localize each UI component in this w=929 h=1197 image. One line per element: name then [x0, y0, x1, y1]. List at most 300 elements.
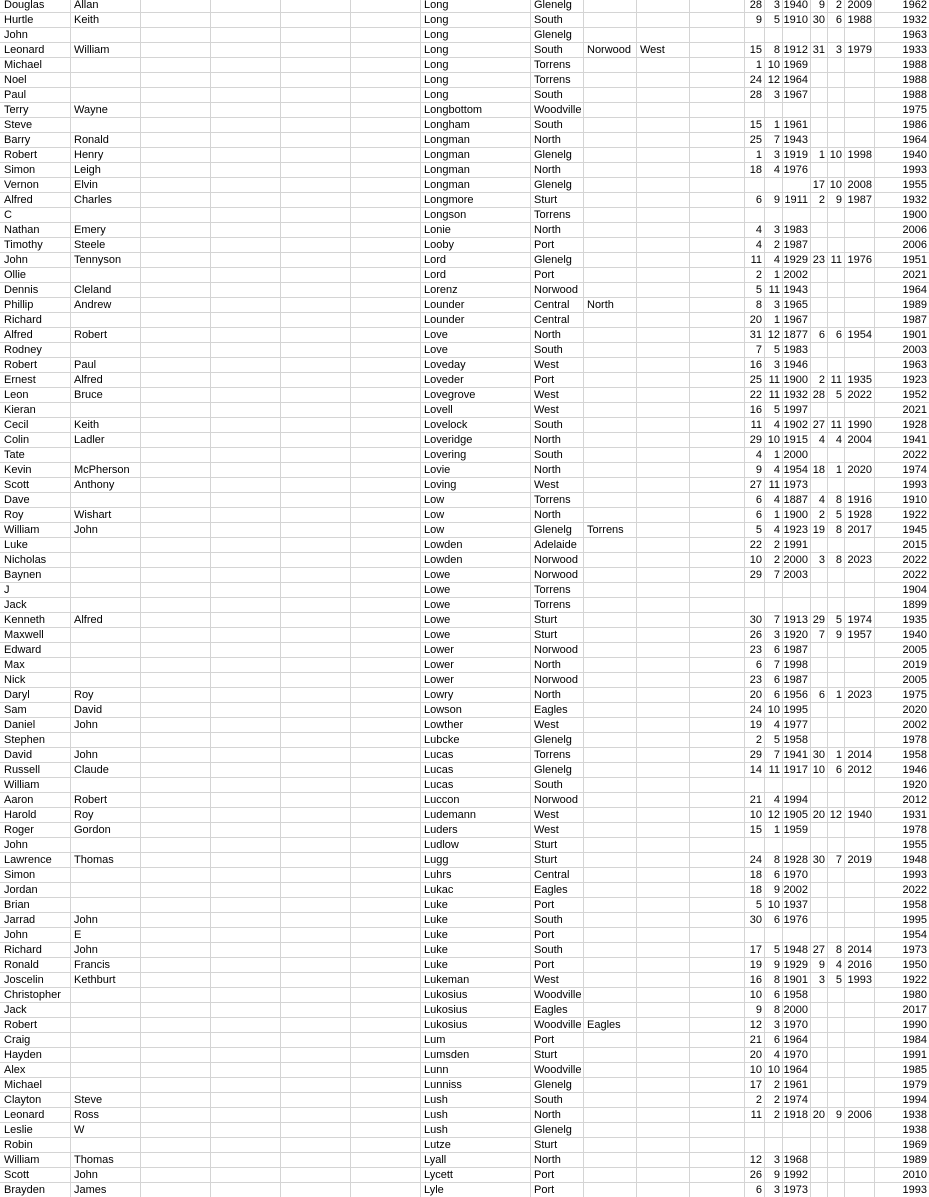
- club3-cell[interactable]: [636, 628, 689, 643]
- debut-year-cell[interactable]: 1986: [902, 119, 927, 131]
- birth-day-cell[interactable]: 5: [755, 524, 762, 536]
- debut-year-cell[interactable]: 1935: [902, 614, 927, 626]
- surname-cell[interactable]: Longman: [424, 179, 470, 191]
- surname-cell[interactable]: Low: [424, 509, 445, 521]
- death-month-cell[interactable]: 12: [829, 809, 842, 821]
- birth-month-cell[interactable]: 11: [768, 479, 780, 491]
- death-month-cell[interactable]: [827, 673, 844, 688]
- birth-month-cell[interactable]: [764, 208, 782, 223]
- surname-cell[interactable]: Longbottom: [424, 104, 483, 116]
- club3-cell[interactable]: [636, 283, 689, 298]
- death-month-cell[interactable]: [827, 883, 844, 898]
- debut-year-cell[interactable]: 2006: [902, 239, 927, 251]
- death-year-cell[interactable]: [844, 283, 874, 298]
- birth-day-cell[interactable]: 18: [749, 164, 762, 176]
- death-day-cell[interactable]: [810, 1048, 827, 1063]
- birth-month-cell[interactable]: 9: [773, 194, 780, 206]
- club-cell[interactable]: North: [534, 509, 561, 521]
- middle-name-cell[interactable]: Roy: [74, 809, 94, 821]
- death-year-cell[interactable]: [844, 298, 874, 313]
- club-cell[interactable]: Torrens: [534, 599, 571, 611]
- birth-month-cell[interactable]: 11: [768, 284, 780, 296]
- death-year-cell[interactable]: 1998: [847, 149, 872, 161]
- birth-month-cell[interactable]: [764, 778, 782, 793]
- death-month-cell[interactable]: [827, 583, 844, 598]
- death-day-cell[interactable]: 3: [818, 554, 825, 566]
- club3-cell[interactable]: [636, 58, 689, 73]
- first-name-cell[interactable]: John: [4, 254, 28, 266]
- debut-year-cell[interactable]: 1955: [902, 179, 927, 191]
- death-month-cell[interactable]: [827, 28, 844, 43]
- birth-day-cell[interactable]: 4: [755, 449, 762, 461]
- death-month-cell[interactable]: [827, 988, 844, 1003]
- birth-year-cell[interactable]: 1901: [783, 974, 808, 986]
- surname-cell[interactable]: Lounder: [424, 299, 465, 311]
- first-name-cell[interactable]: William: [4, 1154, 40, 1166]
- birth-day-cell[interactable]: 5: [755, 284, 762, 296]
- death-month-cell[interactable]: 6: [835, 14, 842, 26]
- club-cell[interactable]: Port: [534, 899, 555, 911]
- club3-cell[interactable]: [636, 883, 689, 898]
- death-month-cell[interactable]: [827, 868, 844, 883]
- birth-month-cell[interactable]: 3: [773, 629, 780, 641]
- debut-year-cell[interactable]: 2017: [902, 1004, 927, 1016]
- club3-cell[interactable]: [636, 898, 689, 913]
- club3-cell[interactable]: [636, 28, 689, 43]
- club-cell[interactable]: West: [534, 974, 559, 986]
- death-year-cell[interactable]: 2014: [847, 944, 872, 956]
- birth-day-cell[interactable]: 28: [749, 89, 762, 101]
- death-day-cell[interactable]: [810, 793, 827, 808]
- club-cell[interactable]: West: [534, 404, 559, 416]
- surname-cell[interactable]: Long: [424, 59, 449, 71]
- club-cell[interactable]: Glenelg: [534, 179, 572, 191]
- debut-year-cell[interactable]: 1993: [902, 869, 927, 881]
- club-cell[interactable]: Torrens: [534, 584, 571, 596]
- death-day-cell[interactable]: 17: [812, 179, 825, 191]
- club3-cell[interactable]: [636, 178, 689, 193]
- first-name-cell[interactable]: Stephen: [4, 734, 45, 746]
- birth-month-cell[interactable]: 7: [773, 614, 780, 626]
- surname-cell[interactable]: Lubcke: [424, 734, 460, 746]
- death-year-cell[interactable]: [844, 898, 874, 913]
- first-name-cell[interactable]: Barry: [4, 134, 31, 146]
- debut-year-cell[interactable]: 1974: [902, 464, 927, 476]
- death-day-cell[interactable]: [810, 88, 827, 103]
- death-month-cell[interactable]: 5: [835, 389, 842, 401]
- club-cell[interactable]: South: [534, 944, 563, 956]
- birth-day-cell[interactable]: 6: [755, 494, 762, 506]
- club3-cell[interactable]: [636, 358, 689, 373]
- death-year-cell[interactable]: [844, 448, 874, 463]
- birth-month-cell[interactable]: 2: [773, 1094, 780, 1106]
- birth-month-cell[interactable]: 6: [773, 644, 780, 656]
- birth-day-cell[interactable]: 10: [749, 989, 762, 1001]
- club3-cell[interactable]: [636, 133, 689, 148]
- surname-cell[interactable]: Longmore: [424, 194, 474, 206]
- club-cell[interactable]: North: [534, 329, 561, 341]
- club2-cell[interactable]: [583, 238, 636, 253]
- death-year-cell[interactable]: [844, 658, 874, 673]
- debut-year-cell[interactable]: 2002: [902, 719, 927, 731]
- death-day-cell[interactable]: 19: [812, 524, 825, 536]
- club3-cell[interactable]: [636, 973, 689, 988]
- middle-name-cell[interactable]: Robert: [74, 794, 108, 806]
- first-name-cell[interactable]: Jack: [4, 599, 27, 611]
- death-year-cell[interactable]: [844, 718, 874, 733]
- death-day-cell[interactable]: [810, 538, 827, 553]
- surname-cell[interactable]: Love: [424, 344, 448, 356]
- middle-name-cell[interactable]: [70, 448, 140, 463]
- birth-day-cell[interactable]: 16: [749, 359, 762, 371]
- birth-day-cell[interactable]: 10: [749, 554, 762, 566]
- death-year-cell[interactable]: [844, 1153, 874, 1168]
- debut-year-cell[interactable]: 2006: [902, 224, 927, 236]
- birth-day-cell[interactable]: 11: [750, 1109, 762, 1121]
- birth-month-cell[interactable]: 3: [773, 299, 780, 311]
- club3-cell[interactable]: [636, 373, 689, 388]
- debut-year-cell[interactable]: 2010: [902, 1169, 927, 1181]
- death-day-cell[interactable]: 30: [812, 749, 825, 761]
- surname-cell[interactable]: Lugg: [424, 854, 449, 866]
- club2-cell[interactable]: [583, 1093, 636, 1108]
- death-month-cell[interactable]: 2: [835, 0, 842, 11]
- birth-day-cell[interactable]: 16: [749, 404, 762, 416]
- debut-year-cell[interactable]: 1952: [902, 389, 927, 401]
- birth-year-cell[interactable]: [782, 208, 810, 223]
- birth-day-cell[interactable]: 2: [755, 1094, 762, 1106]
- surname-cell[interactable]: Lumsden: [424, 1049, 470, 1061]
- club3-cell[interactable]: [636, 1123, 689, 1138]
- death-day-cell[interactable]: [810, 1153, 827, 1168]
- middle-name-cell[interactable]: Charles: [74, 194, 112, 206]
- first-name-cell[interactable]: Steve: [4, 119, 33, 131]
- club2-cell[interactable]: [583, 1063, 636, 1078]
- surname-cell[interactable]: Lowden: [424, 539, 463, 551]
- club-cell[interactable]: South: [534, 914, 563, 926]
- death-day-cell[interactable]: 2: [818, 374, 825, 386]
- club3-cell[interactable]: [636, 1063, 689, 1078]
- birth-day-cell[interactable]: 6: [755, 509, 762, 521]
- birth-day-cell[interactable]: 10: [749, 1064, 762, 1076]
- club2-cell[interactable]: [583, 1183, 636, 1197]
- birth-day-cell[interactable]: 11: [750, 254, 762, 266]
- club2-cell[interactable]: North: [587, 299, 614, 311]
- first-name-cell[interactable]: Alfred: [4, 329, 33, 341]
- birth-month-cell[interactable]: 1: [773, 509, 780, 521]
- birth-month-cell[interactable]: 6: [773, 869, 780, 881]
- club-cell[interactable]: Torrens: [534, 494, 571, 506]
- club-cell[interactable]: Sturt: [534, 629, 558, 641]
- death-day-cell[interactable]: [810, 1018, 827, 1033]
- death-day-cell[interactable]: [810, 28, 827, 43]
- birth-month-cell[interactable]: 1: [773, 449, 780, 461]
- death-year-cell[interactable]: 1987: [847, 194, 872, 206]
- club3-cell[interactable]: [636, 1153, 689, 1168]
- birth-year-cell[interactable]: 1946: [783, 359, 808, 371]
- death-day-cell[interactable]: [810, 478, 827, 493]
- middle-name-cell[interactable]: Ronald: [74, 134, 109, 146]
- death-month-cell[interactable]: [827, 283, 844, 298]
- birth-month-cell[interactable]: 5: [773, 344, 780, 356]
- death-day-cell[interactable]: [810, 133, 827, 148]
- death-year-cell[interactable]: 1976: [847, 254, 872, 266]
- club-cell[interactable]: South: [534, 119, 563, 131]
- club-cell[interactable]: Port: [534, 269, 555, 281]
- death-month-cell[interactable]: [827, 88, 844, 103]
- club2-cell[interactable]: [583, 433, 636, 448]
- club2-cell[interactable]: [583, 793, 636, 808]
- birth-month-cell[interactable]: 7: [773, 659, 780, 671]
- birth-month-cell[interactable]: [764, 583, 782, 598]
- club2-cell[interactable]: [583, 748, 636, 763]
- club3-cell[interactable]: [636, 658, 689, 673]
- first-name-cell[interactable]: Tate: [4, 449, 25, 461]
- first-name-cell[interactable]: William: [4, 779, 40, 791]
- middle-name-cell[interactable]: [70, 88, 140, 103]
- birth-day-cell[interactable]: 9: [755, 1004, 762, 1016]
- club-cell[interactable]: Eagles: [534, 884, 568, 896]
- birth-day-cell[interactable]: 9: [755, 14, 762, 26]
- club-cell[interactable]: West: [534, 719, 559, 731]
- surname-cell[interactable]: Lord: [424, 254, 447, 266]
- birth-day-cell[interactable]: 18: [749, 869, 762, 881]
- death-year-cell[interactable]: 2020: [847, 464, 872, 476]
- club3-cell[interactable]: [636, 163, 689, 178]
- surname-cell[interactable]: Lovell: [424, 404, 453, 416]
- death-year-cell[interactable]: [844, 583, 874, 598]
- club3-cell[interactable]: [636, 553, 689, 568]
- birth-day-cell[interactable]: 1: [755, 59, 762, 71]
- birth-day-cell[interactable]: 12: [749, 1154, 762, 1166]
- first-name-cell[interactable]: Jack: [4, 1004, 27, 1016]
- birth-day-cell[interactable]: 19: [749, 719, 762, 731]
- middle-name-cell[interactable]: [70, 733, 140, 748]
- first-name-cell[interactable]: Max: [4, 659, 25, 671]
- club3-cell[interactable]: [636, 1183, 689, 1197]
- middle-name-cell[interactable]: [70, 598, 140, 613]
- surname-cell[interactable]: Long: [424, 29, 449, 41]
- birth-year-cell[interactable]: 1918: [783, 1109, 808, 1121]
- club2-cell[interactable]: [583, 493, 636, 508]
- first-name-cell[interactable]: Kieran: [4, 404, 36, 416]
- birth-year-cell[interactable]: 1977: [783, 719, 808, 731]
- surname-cell[interactable]: Loveridge: [424, 434, 473, 446]
- death-day-cell[interactable]: 9: [818, 959, 825, 971]
- club-cell[interactable]: Woodville: [534, 104, 582, 116]
- club-cell[interactable]: Sturt: [534, 854, 558, 866]
- debut-year-cell[interactable]: 1946: [902, 764, 927, 776]
- death-day-cell[interactable]: [810, 583, 827, 598]
- middle-name-cell[interactable]: Wayne: [74, 104, 108, 116]
- death-month-cell[interactable]: 11: [830, 374, 842, 386]
- birth-month-cell[interactable]: 10: [767, 434, 780, 446]
- death-year-cell[interactable]: [844, 133, 874, 148]
- debut-year-cell[interactable]: 1932: [902, 194, 927, 206]
- death-year-cell[interactable]: 2014: [847, 749, 872, 761]
- surname-cell[interactable]: Luke: [424, 899, 448, 911]
- club2-cell[interactable]: [583, 1108, 636, 1123]
- club2-cell[interactable]: [583, 568, 636, 583]
- middle-name-cell[interactable]: [70, 268, 140, 283]
- first-name-cell[interactable]: John: [4, 929, 28, 941]
- club2-cell[interactable]: [583, 988, 636, 1003]
- birth-month-cell[interactable]: 4: [773, 254, 780, 266]
- surname-cell[interactable]: Lucas: [424, 764, 454, 776]
- death-month-cell[interactable]: [827, 268, 844, 283]
- middle-name-cell[interactable]: [70, 868, 140, 883]
- death-day-cell[interactable]: [810, 1138, 827, 1153]
- death-year-cell[interactable]: [844, 163, 874, 178]
- death-month-cell[interactable]: [827, 73, 844, 88]
- club-cell[interactable]: Port: [534, 1169, 555, 1181]
- debut-year-cell[interactable]: 1969: [902, 1139, 927, 1151]
- birth-month-cell[interactable]: 4: [773, 494, 780, 506]
- death-day-cell[interactable]: [810, 718, 827, 733]
- first-name-cell[interactable]: William: [4, 524, 40, 536]
- club3-cell[interactable]: [636, 808, 689, 823]
- debut-year-cell[interactable]: 1928: [902, 419, 927, 431]
- death-year-cell[interactable]: [844, 118, 874, 133]
- death-year-cell[interactable]: 1979: [847, 44, 872, 56]
- middle-name-cell[interactable]: Cleland: [74, 284, 112, 296]
- birth-year-cell[interactable]: 1920: [783, 629, 808, 641]
- middle-name-cell[interactable]: Andrew: [74, 299, 112, 311]
- death-year-cell[interactable]: [844, 703, 874, 718]
- death-day-cell[interactable]: [810, 163, 827, 178]
- middle-name-cell[interactable]: Leigh: [74, 164, 101, 176]
- death-day-cell[interactable]: [810, 838, 827, 853]
- club3-cell[interactable]: [636, 928, 689, 943]
- debut-year-cell[interactable]: 1975: [902, 104, 927, 116]
- death-day-cell[interactable]: 10: [812, 764, 825, 776]
- debut-year-cell[interactable]: 2021: [902, 404, 927, 416]
- death-day-cell[interactable]: 18: [812, 464, 825, 476]
- surname-cell[interactable]: Long: [424, 0, 449, 11]
- birth-day-cell[interactable]: 18: [749, 884, 762, 896]
- birth-year-cell[interactable]: 2002: [783, 884, 808, 896]
- club3-cell[interactable]: [636, 313, 689, 328]
- death-day-cell[interactable]: [810, 358, 827, 373]
- death-year-cell[interactable]: [844, 223, 874, 238]
- club2-cell[interactable]: [583, 673, 636, 688]
- birth-year-cell[interactable]: 1970: [783, 1019, 808, 1031]
- first-name-cell[interactable]: Roy: [4, 509, 24, 521]
- birth-day-cell[interactable]: 25: [749, 134, 762, 146]
- death-day-cell[interactable]: 1: [818, 149, 825, 161]
- birth-day-cell[interactable]: 6: [755, 194, 762, 206]
- debut-year-cell[interactable]: 1950: [902, 959, 927, 971]
- death-year-cell[interactable]: [844, 838, 874, 853]
- death-day-cell[interactable]: [810, 103, 827, 118]
- club3-cell[interactable]: [636, 73, 689, 88]
- first-name-cell[interactable]: Alex: [4, 1064, 26, 1076]
- birth-day-cell[interactable]: 19: [749, 959, 762, 971]
- birth-day-cell[interactable]: 10: [749, 809, 762, 821]
- death-year-cell[interactable]: [844, 1048, 874, 1063]
- first-name-cell[interactable]: Phillip: [4, 299, 34, 311]
- birth-day-cell[interactable]: 15: [749, 824, 762, 836]
- birth-year-cell[interactable]: 1943: [783, 134, 808, 146]
- birth-day-cell[interactable]: 11: [750, 419, 762, 431]
- birth-day-cell[interactable]: 25: [749, 374, 762, 386]
- death-month-cell[interactable]: [827, 823, 844, 838]
- death-month-cell[interactable]: 5: [835, 974, 842, 986]
- first-name-cell[interactable]: Baynen: [4, 569, 42, 581]
- middle-name-cell[interactable]: [70, 628, 140, 643]
- debut-year-cell[interactable]: 1958: [902, 749, 927, 761]
- debut-year-cell[interactable]: 1994: [902, 1094, 927, 1106]
- death-day-cell[interactable]: [810, 208, 827, 223]
- first-name-cell[interactable]: Harold: [4, 809, 37, 821]
- debut-year-cell[interactable]: 1985: [902, 1064, 927, 1076]
- first-name-cell[interactable]: Colin: [4, 434, 30, 446]
- death-year-cell[interactable]: [844, 1168, 874, 1183]
- death-month-cell[interactable]: [827, 598, 844, 613]
- surname-cell[interactable]: Low: [424, 494, 445, 506]
- middle-name-cell[interactable]: McPherson: [74, 464, 130, 476]
- club-cell[interactable]: North: [534, 224, 561, 236]
- middle-name-cell[interactable]: David: [74, 704, 103, 716]
- club-cell[interactable]: Woodville: [534, 1019, 582, 1031]
- club3-cell[interactable]: [636, 568, 689, 583]
- club3-cell[interactable]: [636, 448, 689, 463]
- debut-year-cell[interactable]: 1963: [902, 29, 927, 41]
- middle-name-cell[interactable]: Ladler: [74, 434, 105, 446]
- surname-cell[interactable]: Ludemann: [424, 809, 476, 821]
- death-month-cell[interactable]: 1: [835, 749, 842, 761]
- debut-year-cell[interactable]: 1993: [902, 479, 927, 491]
- club-cell[interactable]: North: [534, 1109, 561, 1121]
- club3-cell[interactable]: West: [640, 44, 665, 56]
- death-year-cell[interactable]: [844, 1018, 874, 1033]
- club3-cell[interactable]: [636, 853, 689, 868]
- death-year-cell[interactable]: 2023: [847, 554, 872, 566]
- death-year-cell[interactable]: 1957: [847, 629, 872, 641]
- surname-cell[interactable]: Lunniss: [424, 1079, 462, 1091]
- club3-cell[interactable]: [636, 598, 689, 613]
- debut-year-cell[interactable]: 2005: [902, 644, 927, 656]
- club2-cell[interactable]: [583, 898, 636, 913]
- birth-year-cell[interactable]: [782, 28, 810, 43]
- first-name-cell[interactable]: Scott: [4, 479, 30, 491]
- club2-cell[interactable]: [583, 628, 636, 643]
- death-year-cell[interactable]: 1935: [847, 374, 872, 386]
- birth-month-cell[interactable]: 9: [773, 959, 780, 971]
- death-day-cell[interactable]: 31: [812, 44, 825, 56]
- middle-name-cell[interactable]: William: [74, 44, 110, 56]
- first-name-cell[interactable]: John: [4, 29, 28, 41]
- death-month-cell[interactable]: [827, 838, 844, 853]
- birth-day-cell[interactable]: 16: [749, 974, 762, 986]
- birth-month-cell[interactable]: 1: [773, 824, 780, 836]
- first-name-cell[interactable]: Clayton: [4, 1094, 42, 1106]
- birth-day-cell[interactable]: 17: [749, 944, 762, 956]
- death-year-cell[interactable]: [844, 868, 874, 883]
- death-month-cell[interactable]: 8: [835, 524, 842, 536]
- club-cell[interactable]: Sturt: [534, 194, 558, 206]
- birth-day-cell[interactable]: 6: [755, 1184, 762, 1196]
- death-month-cell[interactable]: [827, 778, 844, 793]
- death-day-cell[interactable]: [810, 988, 827, 1003]
- club2-cell[interactable]: [583, 688, 636, 703]
- first-name-cell[interactable]: Robert: [4, 1019, 38, 1031]
- first-name-cell[interactable]: Simon: [4, 869, 36, 881]
- birth-year-cell[interactable]: 1910: [783, 14, 808, 26]
- death-year-cell[interactable]: [844, 538, 874, 553]
- club3-cell[interactable]: [636, 523, 689, 538]
- birth-month-cell[interactable]: [764, 598, 782, 613]
